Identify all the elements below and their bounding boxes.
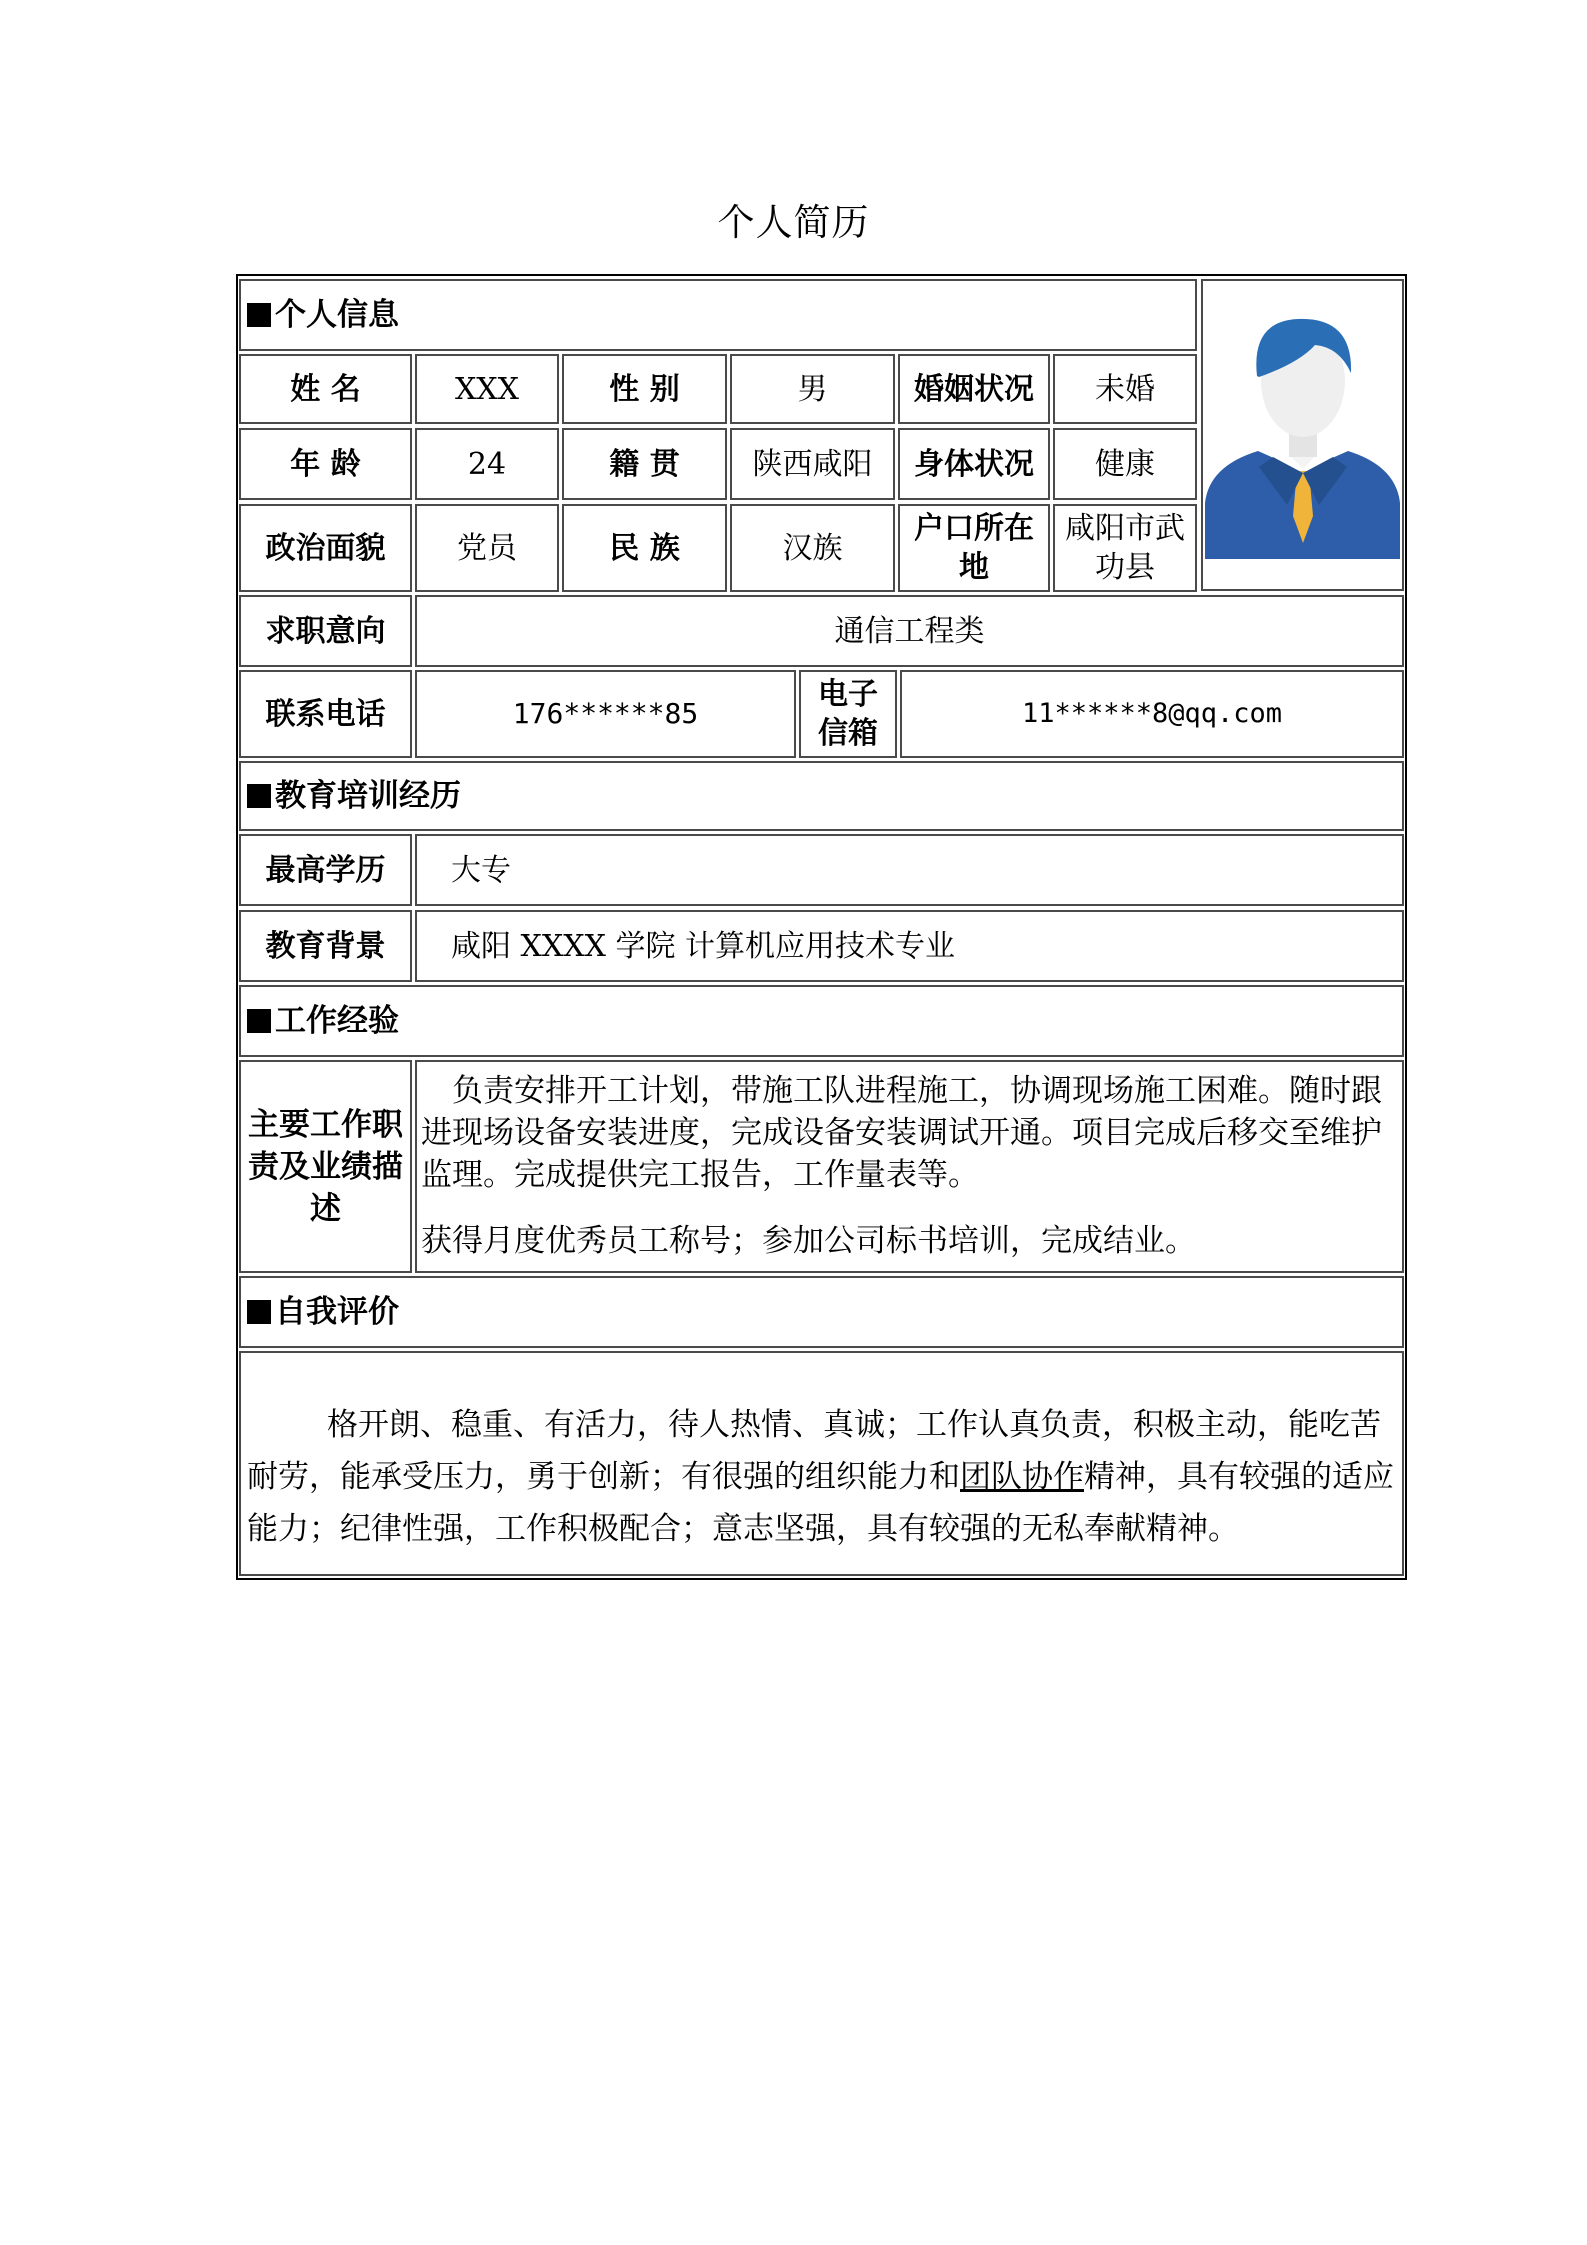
marital-label: 婚姻状况 [898, 354, 1050, 424]
education-background-label: 教育背景 [239, 910, 412, 982]
gender-value: 男 [730, 354, 895, 424]
job-intent-value: 通信工程类 [415, 595, 1404, 667]
hukou-value: 咸阳市武功县 [1053, 504, 1197, 592]
email-value: 11******8@qq.com [900, 670, 1404, 758]
section-education: 教育培训经历 [239, 761, 1404, 831]
name-label: 姓 名 [239, 354, 412, 424]
work-achievements-text: 获得月度优秀员工称号；参加公司标书培训，完成结业。 [421, 1223, 1196, 1259]
work-duties-text: 负责安排开工计划，带施工队进程施工，协调现场施工困难。随时跟进现场设备安装进度，完成设备安装调试开通。项目完成后移交至维护监理。完成提供完工报告，工作量表等。 [421, 1073, 1382, 1193]
email-label: 电子信箱 [799, 670, 897, 758]
political-value: 党员 [415, 504, 559, 592]
age-label: 年 龄 [239, 428, 412, 500]
education-background-value: 咸阳 XXXX 学院 计算机应用技术专业 [415, 910, 1404, 982]
job-intent-label: 求职意向 [239, 595, 412, 667]
marital-value: 未婚 [1053, 354, 1197, 424]
phone-label: 联系电话 [239, 670, 412, 758]
square-bullet-icon [247, 784, 271, 808]
work-description [415, 1060, 1404, 1273]
gender-label: 性 别 [562, 354, 727, 424]
origin-label: 籍 贯 [562, 428, 727, 500]
page-title: 个人简历 [717, 201, 870, 244]
hukou-label: 户口所在地 [898, 504, 1050, 592]
underlined-text: 团队协作 [960, 1459, 1084, 1495]
section-self-evaluation: 自我评价 [239, 1276, 1404, 1348]
political-label: 政治面貌 [239, 504, 412, 592]
ethnicity-value: 汉族 [730, 504, 895, 592]
section-work-experience: 工作经验 [239, 985, 1404, 1057]
degree-value: 大专 [415, 834, 1404, 906]
origin-value: 陕西咸阳 [730, 428, 895, 500]
section-personal-info: 个人信息 [239, 279, 1197, 351]
self-evaluation-text: 格开朗、稳重、有活力，待人热情、真诚；工作认真负责，积极主动，能吃苦耐劳，能承受压力，勇于创新；有很强的组织能力和团队协作精神，具有较强的适应能力；纪律性强，工作积极配合；意志坚强，具有较强的无私奉献精神。 [239, 1351, 1404, 1576]
square-bullet-icon [247, 1009, 271, 1033]
age-value: 24 [415, 428, 559, 500]
ethnicity-label: 民 族 [562, 504, 727, 592]
avatar-icon [1203, 281, 1402, 589]
name-value: XXX [415, 354, 559, 424]
health-value: 健康 [1053, 428, 1197, 500]
phone-value: 176******85 [415, 670, 796, 758]
work-description-label: 主要工作职责及业绩描述 [239, 1060, 412, 1273]
square-bullet-icon [247, 303, 271, 327]
degree-label: 最高学历 [239, 834, 412, 906]
profile-photo [1201, 279, 1404, 591]
square-bullet-icon [247, 1300, 271, 1324]
health-label: 身体状况 [898, 428, 1050, 500]
